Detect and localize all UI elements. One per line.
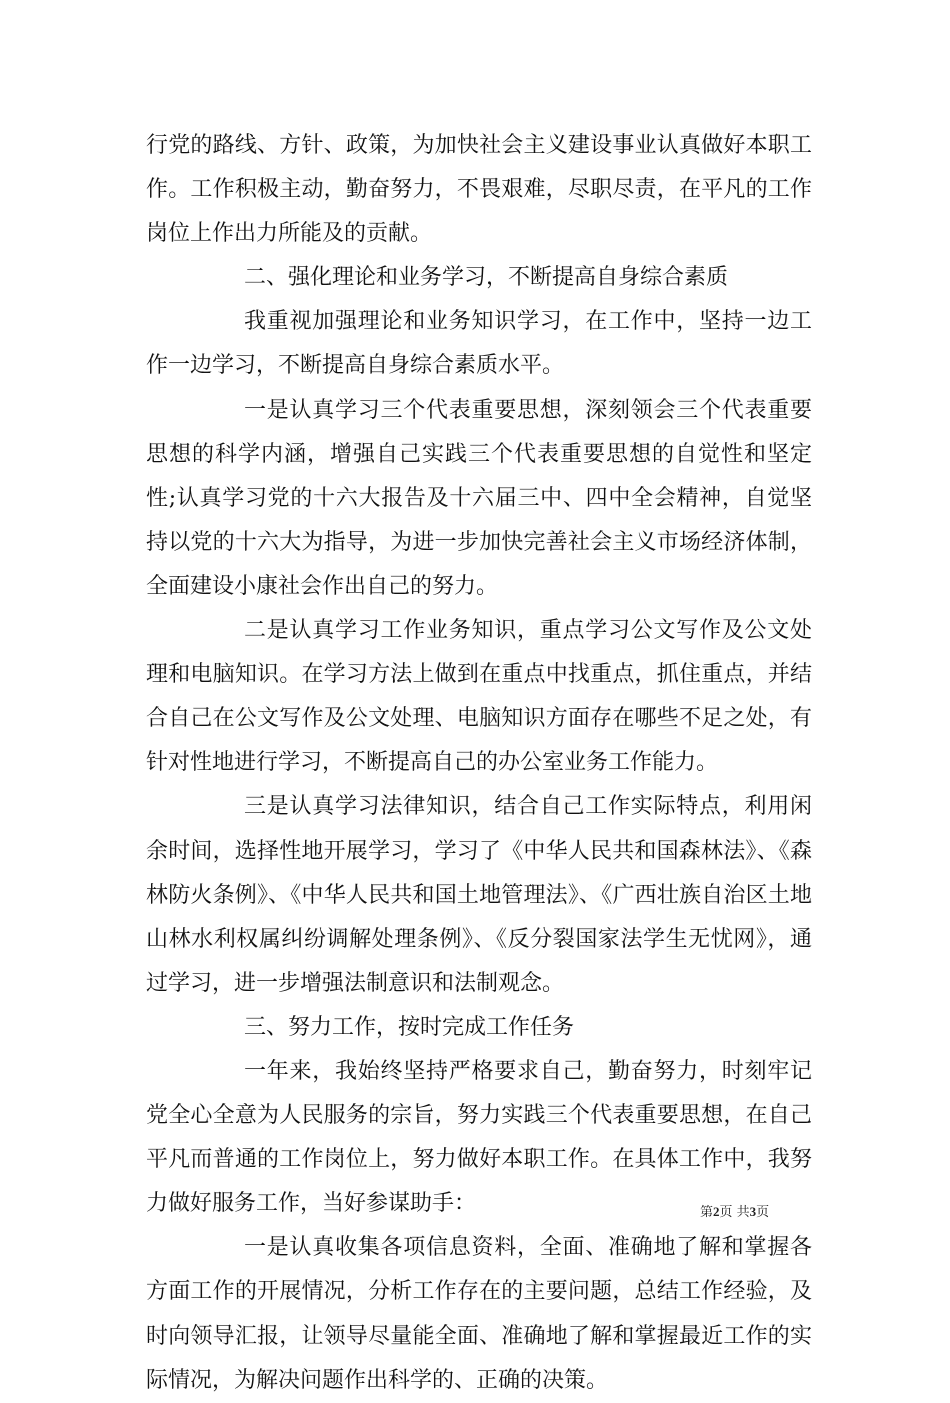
footer-middle: 页 共: [719, 1205, 750, 1220]
paragraph-1: 行党的路线、方针、政策，为加快社会主义建设事业认真做好本职工作。工作积极主动，勤奋努力，不畏艰难，尽职尽责，在平凡的工作岗位上作出力所能及的贡献。: [146, 133, 812, 247]
paragraph-5: 二是认真学习工作业务知识，重点学习公文写作及公文处理和电脑知识。在学习方法上做到在重点中找重点，抓住重点，并结合自己在公文写作及公文处理、电脑知识方面存在哪些不足之处，有针对性地进行学习，不断提高自己的办公室业务工作能力。: [146, 618, 812, 776]
section-heading-3: 三、努力工作，按时完成工作任务: [244, 1014, 575, 1040]
paragraph-3: 我重视加强理论和业务知识学习，在工作中，坚持一边工作一边学习，不断提高自身综合素质水平。: [146, 309, 812, 379]
section-heading-2: 二、强化理论和业务学习，不断提高自身综合素质: [244, 265, 729, 291]
footer-prefix: 第: [700, 1205, 714, 1220]
paragraph-4: 一是认真学习三个代表重要思想，深刻领会三个代表重要思想的科学内涵，增强自己实践三个代表重要思想的自觉性和坚定性;认真学习党的十六大报告及十六届三中、四中全会精神，自觉坚持以党的十六大为指导，为进一步加快完善社会主义市场经济体制，全面建设小康社会作出自己的努力。: [146, 397, 812, 599]
footer-suffix: 页: [756, 1205, 770, 1220]
footer-page-number: 2: [713, 1204, 720, 1219]
footer-total-pages: 3: [749, 1204, 757, 1219]
paragraph-9: 一是认真收集各项信息资料，全面、准确地了解和掌握各方面工作的开展情况，分析工作存在的主要问题，总结工作经验，及时向领导汇报，让领导尽量能全面、准确地了解和掌握最近工作的实际情况，为解决问题作出科学的、正确的决策。: [146, 1235, 812, 1393]
paragraph-6: 三是认真学习法律知识，结合自己工作实际特点，利用闲余时间，选择性地开展学习，学习了《中华人民共和国森林法》、《森林防火条例》、《中华人民共和国土地管理法》、《广西壮族自治区土地山林水利权属纠纷调解处理条例》、《反分裂国家法学生无忧网》，通过学习，进一步增强法制意识和法制观念。: [146, 794, 812, 996]
page-footer: [700, 1202, 820, 1223]
paragraph-8: 一年来，我始终坚持严格要求自己，勤奋努力，时刻牢记党全心全意为人民服务的宗旨，努力实践三个代表重要思想，在自己平凡而普通的工作岗位上，努力做好本职工作。在具体工作中，我努力做好服务工作，当好参谋助手：: [146, 1058, 812, 1217]
